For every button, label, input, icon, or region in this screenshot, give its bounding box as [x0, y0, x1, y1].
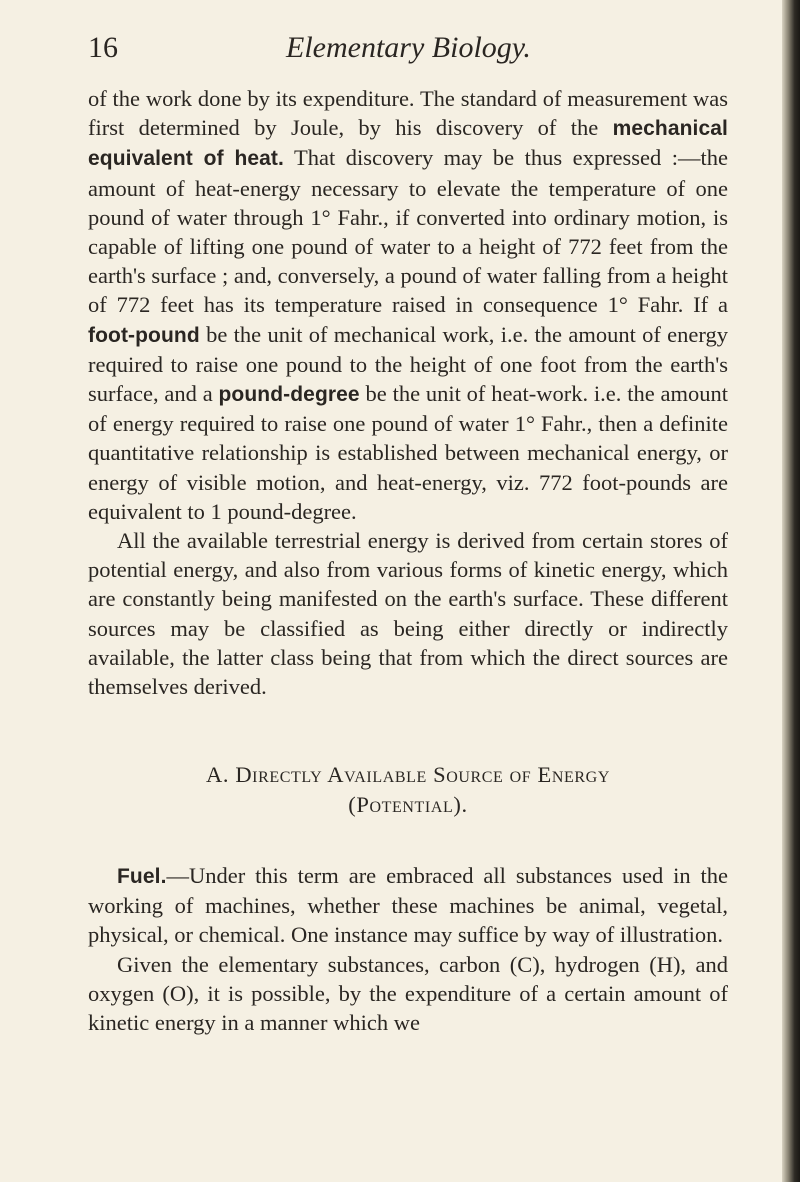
- section-heading: [88, 760, 728, 819]
- page-number: 16: [88, 31, 118, 64]
- page-header: [88, 30, 728, 70]
- body-text: [88, 84, 728, 701]
- paragraph-elements: Given the elementary substances, carbon (C), hydrogen (H), and oxygen (O), it is possible, by the expenditure of a certain amount of kinetic energy in a manner which we: [88, 951, 728, 1036]
- section-heading-line-1: A. Directly Available Source of Energy: [206, 762, 610, 787]
- term-mechanical-equivalent: mechanical equivalent of heat.: [88, 117, 728, 171]
- paragraph-terrestrial-energy: All the available terrestrial energy is derived from certain stores of potential energy, and also from various forms of kinetic energy, which are constantly being manifested on the earth's surface. These different sources may be classified as being either directly or indirectly available, the latter class being that from which the direct sources are themselves derived.: [88, 528, 728, 700]
- term-fuel: Fuel.: [117, 865, 167, 888]
- section-heading-line-2: (Potential).: [348, 791, 468, 817]
- term-foot-pound: foot-pound: [88, 323, 200, 347]
- text-span: be the unit of mechanical work, i.e. the amount of energy required to raise one pound to the height of one foot from the earth's surface, and a: [88, 321, 728, 407]
- running-title: Elementary Biology.: [286, 31, 531, 64]
- text-span: —Under this term are embraced all substances used in the working of machines, whether these machines be animal, vegetal, physical, or chemical. One instance may suffice by way of illustration.: [88, 863, 728, 948]
- section-text: [88, 861, 728, 1037]
- text-span: That discovery may be thus expressed :—the amount of heat-energy necessary to elevate the temperature of one pound of water through 1° Fahr., if converted into ordinary motion, is capable of lifting one pound of water to a height of 772 feet from the earth's surface ; and, conversely, a pound of water falling from a height of 772 feet has its temperature raised in consequence 1° Fahr. If a: [88, 145, 729, 318]
- text-span: of the work done by its expenditure. The standard of measurement was first determined by Joule, by his discovery of the: [88, 86, 728, 141]
- term-pound-degree: pound-degree: [218, 383, 360, 407]
- paragraph-fuel: [88, 861, 728, 950]
- paragraph-joule: [88, 84, 728, 526]
- book-spine-edge: [782, 0, 800, 1182]
- text-span: be the unit of heat-work. i.e. the amount of energy required to raise one pound of water 1° Fahr., then a definite quantitative relationship is established between mechanical energy, or energy of visible motion, and heat-energy, viz. 772 foot-pounds are equivalent to 1 pound-degree.: [88, 381, 728, 524]
